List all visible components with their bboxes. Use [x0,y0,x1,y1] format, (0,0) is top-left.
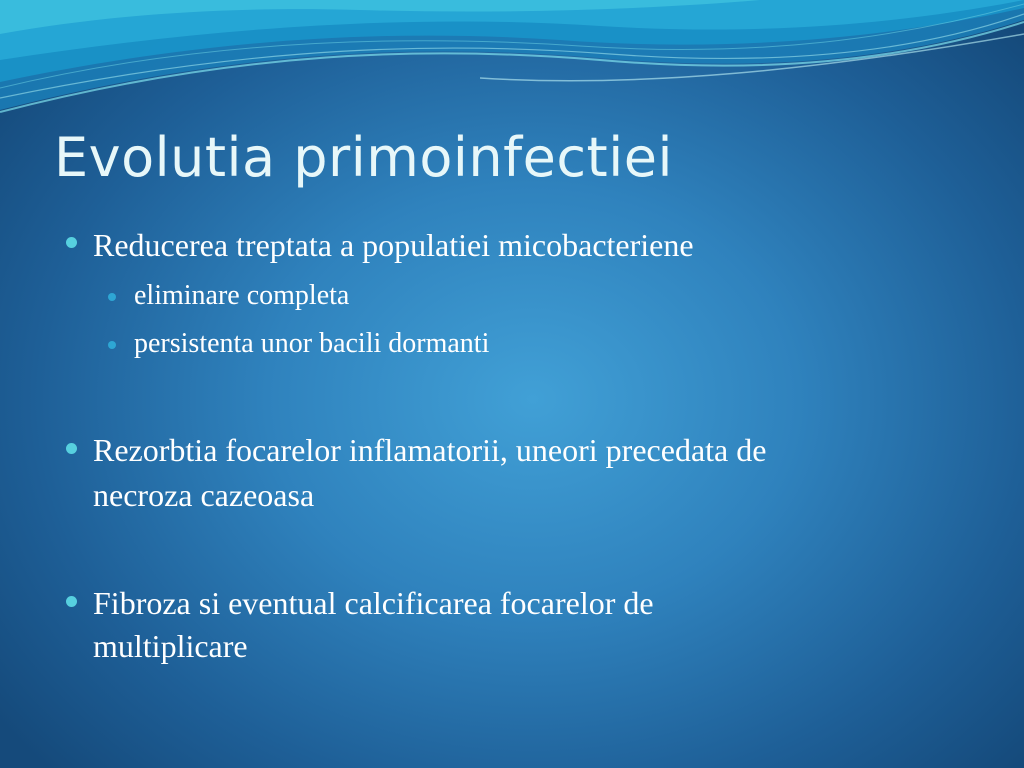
bullet-dot-icon [66,237,77,248]
bullet-dot-icon [66,443,77,454]
sub-bullet-text: persistenta unor bacili dormanti [134,328,490,359]
sub-bullet-text: eliminare completa [134,280,350,311]
bullet-dot-icon [66,596,77,607]
sub-bullet-dot-icon [108,293,116,301]
sub-bullet-dot-icon [108,341,116,349]
bullet-text: Fibroza si eventual calcificarea focarelor de [93,585,654,621]
bullet-text-continuation: necroza cazeoasa [93,477,315,513]
slide-title: Evolutia primoinfectiei [54,126,673,189]
bullet-text-continuation: multiplicare [93,628,248,664]
bullet-text: Reducerea treptata a populatiei micobacteriene [93,227,694,263]
bullet-text: Rezorbtia focarelor inflamatorii, uneori precedata de [93,432,767,468]
